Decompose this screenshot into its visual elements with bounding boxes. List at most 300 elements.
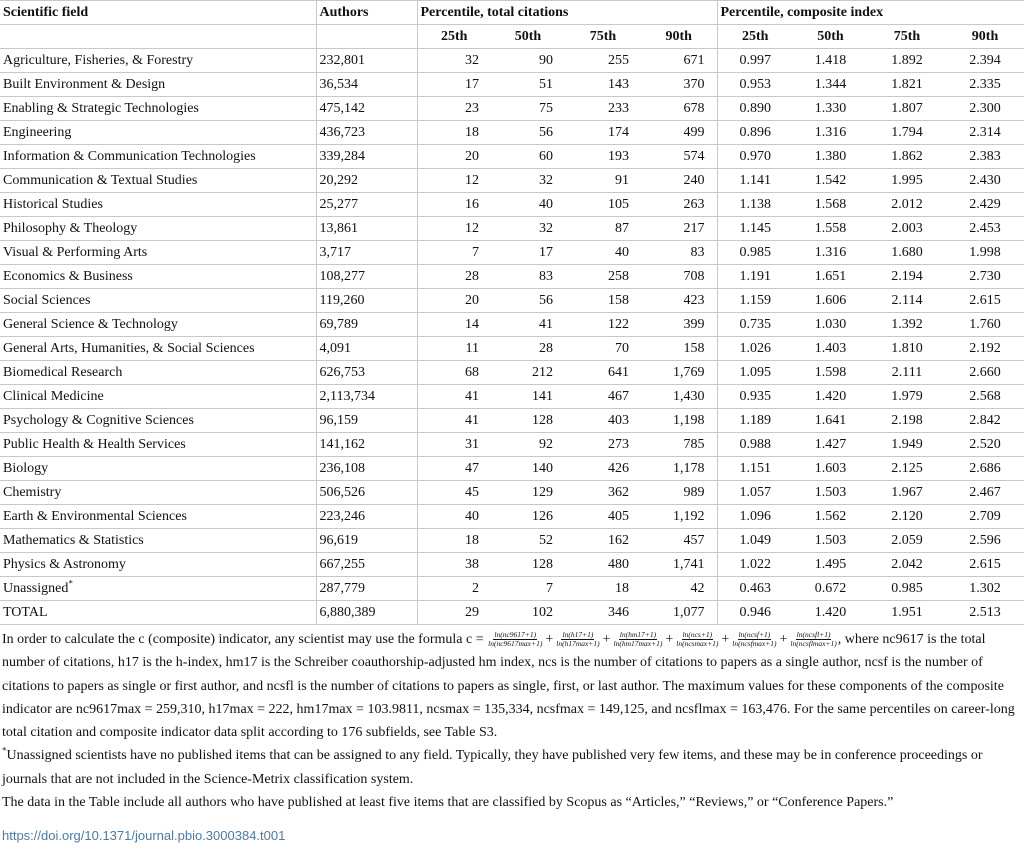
cell-composite-25th: 0.953: [717, 73, 793, 97]
table-row: [0, 505, 1024, 529]
cell-citations-90th: 457: [641, 529, 717, 553]
cell-citations-50th: 32: [491, 217, 565, 241]
cell-composite-90th: 2.568: [946, 385, 1024, 409]
table-row: [0, 433, 1024, 457]
cell-composite-25th: 0.988: [717, 433, 793, 457]
field-name: Engineering: [3, 125, 72, 140]
cell-authors: 667,255: [316, 553, 417, 577]
fraction-numerator: ln(hm17+1): [619, 630, 657, 640]
field-name: Psychology & Cognitive Sciences: [3, 413, 194, 428]
cell-citations-25th: 38: [417, 553, 491, 577]
formula-fraction: [790, 631, 836, 648]
cell-citations-90th: 42: [641, 577, 717, 601]
field-name: Agriculture, Fisheries, & Forestry: [3, 53, 194, 68]
cell-citations-75th: 193: [565, 145, 641, 169]
header-percentile-total-citations: Percentile, total citations: [417, 1, 717, 25]
cell-citations-50th: 128: [491, 553, 565, 577]
table-row: [0, 49, 1024, 73]
table-row: [0, 409, 1024, 433]
cell-composite-90th: 2.383: [946, 145, 1024, 169]
cell-citations-50th: 141: [491, 385, 565, 409]
cell-composite-75th: 0.985: [868, 577, 946, 601]
cell-composite-25th: 0.946: [717, 601, 793, 625]
cell-composite-90th: 2.335: [946, 73, 1024, 97]
field-name: Built Environment & Design: [3, 77, 166, 92]
header-blank-field: [0, 25, 316, 49]
field-name: Enabling & Strategic Technologies: [3, 101, 199, 116]
cell-authors: 3,717: [316, 241, 417, 265]
cell-field: [0, 577, 316, 601]
cell-composite-90th: 1.998: [946, 241, 1024, 265]
cell-citations-50th: 40: [491, 193, 565, 217]
cell-citations-50th: 41: [491, 313, 565, 337]
cell-field: [0, 361, 316, 385]
cell-citations-75th: 255: [565, 49, 641, 73]
field-name: Earth & Environmental Sciences: [3, 509, 187, 524]
cell-composite-25th: 1.022: [717, 553, 793, 577]
cell-composite-25th: 1.189: [717, 409, 793, 433]
cell-authors: 141,162: [316, 433, 417, 457]
table-row: [0, 97, 1024, 121]
field-name: Historical Studies: [3, 197, 103, 212]
cell-authors: 36,534: [316, 73, 417, 97]
cell-citations-25th: 47: [417, 457, 491, 481]
formula-outro: , where nc9617 is the total number of citations, h17 is the h-index, hm17 is the Schreiber coauthorship-adjusted hm index, ncs is the number of citations to papers as a single author, ncsf is the number of citations to papers as single or first author, and ncsfl is the number of citations to papers as single, first, or last author. The maximum values for these components of the composite indicator are nc9617max = 259,310, h17max = 222, hm17max = 103.9811, ncsmax = 135,334, ncsfmax = 149,125, and ncsflmax = 163,476. For the same percentiles on career-long total citation and composite indicator data split according to 176 subfields, see Table S3.: [2, 632, 1015, 741]
cell-composite-75th: 1.862: [868, 145, 946, 169]
cell-composite-90th: 2.615: [946, 289, 1024, 313]
cell-composite-25th: 1.191: [717, 265, 793, 289]
table-row: [0, 361, 1024, 385]
cell-citations-75th: 362: [565, 481, 641, 505]
cell-citations-75th: 233: [565, 97, 641, 121]
cell-citations-25th: 68: [417, 361, 491, 385]
cell-citations-25th: 7: [417, 241, 491, 265]
cell-authors: 223,246: [316, 505, 417, 529]
cell-citations-90th: 263: [641, 193, 717, 217]
formula-plus: +: [602, 632, 611, 647]
cell-composite-25th: 1.151: [717, 457, 793, 481]
table-row: [0, 313, 1024, 337]
cell-citations-25th: 29: [417, 601, 491, 625]
cell-composite-75th: 2.012: [868, 193, 946, 217]
cell-composite-25th: 0.985: [717, 241, 793, 265]
cell-authors: 626,753: [316, 361, 417, 385]
cell-composite-50th: 1.641: [793, 409, 868, 433]
cell-authors: 96,159: [316, 409, 417, 433]
cell-composite-50th: 1.558: [793, 217, 868, 241]
cell-composite-50th: 1.495: [793, 553, 868, 577]
cell-field: [0, 433, 316, 457]
cell-citations-25th: 18: [417, 529, 491, 553]
cell-composite-50th: 1.030: [793, 313, 868, 337]
field-name: Biology: [3, 461, 49, 476]
cell-citations-90th: 1,430: [641, 385, 717, 409]
table-row: [0, 121, 1024, 145]
cell-authors: 2,113,734: [316, 385, 417, 409]
cell-composite-75th: 2.198: [868, 409, 946, 433]
header-row-percentiles: [0, 25, 1024, 49]
cell-citations-25th: 45: [417, 481, 491, 505]
doi-link[interactable]: https://doi.org/10.1371/journal.pbio.3000384.t001: [2, 828, 286, 843]
cell-citations-25th: 17: [417, 73, 491, 97]
field-name: Philosophy & Theology: [3, 221, 138, 236]
fraction-denominator: ln(nc9617max+1): [488, 639, 543, 649]
cell-citations-50th: 7: [491, 577, 565, 601]
cell-citations-25th: 28: [417, 265, 491, 289]
cell-citations-90th: 158: [641, 337, 717, 361]
field-name: Chemistry: [3, 485, 62, 500]
cell-composite-75th: 1.892: [868, 49, 946, 73]
table-row: [0, 601, 1024, 625]
unassigned-note-text: Unassigned scientists have no published items that can be assigned to any field. Typically, they have published very few items, and these may be in conference proceedings or journals that are not included in the Science-Metrix classification system.: [2, 748, 983, 787]
cell-citations-50th: 83: [491, 265, 565, 289]
cell-citations-75th: 258: [565, 265, 641, 289]
cell-composite-25th: 0.463: [717, 577, 793, 601]
cell-composite-50th: 1.542: [793, 169, 868, 193]
cell-citations-90th: 1,198: [641, 409, 717, 433]
cell-field: [0, 313, 316, 337]
cell-composite-90th: 2.686: [946, 457, 1024, 481]
fraction-denominator: ln(h17max+1): [556, 639, 600, 649]
cell-authors: 436,723: [316, 121, 417, 145]
field-name: Biomedical Research: [3, 365, 123, 380]
cell-field: [0, 217, 316, 241]
cell-citations-90th: 217: [641, 217, 717, 241]
cell-citations-50th: 128: [491, 409, 565, 433]
cell-field: [0, 73, 316, 97]
cell-composite-25th: 0.735: [717, 313, 793, 337]
cell-composite-50th: 1.316: [793, 121, 868, 145]
cell-citations-75th: 346: [565, 601, 641, 625]
cell-citations-50th: 32: [491, 169, 565, 193]
cell-authors: 20,292: [316, 169, 417, 193]
cell-composite-25th: 1.026: [717, 337, 793, 361]
cell-composite-90th: 2.730: [946, 265, 1024, 289]
cell-composite-50th: 1.603: [793, 457, 868, 481]
cell-authors: 108,277: [316, 265, 417, 289]
cell-composite-90th: 2.520: [946, 433, 1024, 457]
cell-composite-25th: 0.935: [717, 385, 793, 409]
formula-intro: In order to calculate the c (composite) indicator, any scientist may use the formula c =: [2, 632, 484, 647]
cell-citations-50th: 140: [491, 457, 565, 481]
table-row: [0, 385, 1024, 409]
cell-citations-25th: 18: [417, 121, 491, 145]
cell-citations-75th: 122: [565, 313, 641, 337]
header-scientific-field: Scientific field: [0, 1, 316, 25]
cell-citations-50th: 126: [491, 505, 565, 529]
cell-authors: 232,801: [316, 49, 417, 73]
cell-composite-25th: 0.997: [717, 49, 793, 73]
field-name: Clinical Medicine: [3, 389, 104, 404]
cell-composite-75th: 1.967: [868, 481, 946, 505]
cell-citations-90th: 83: [641, 241, 717, 265]
field-name: General Science & Technology: [3, 317, 178, 332]
cell-composite-90th: 2.513: [946, 601, 1024, 625]
cell-citations-25th: 11: [417, 337, 491, 361]
cell-citations-50th: 17: [491, 241, 565, 265]
table-row: [0, 217, 1024, 241]
cell-composite-50th: 1.651: [793, 265, 868, 289]
cell-citations-25th: 23: [417, 97, 491, 121]
cell-composite-25th: 1.138: [717, 193, 793, 217]
cell-authors: 339,284: [316, 145, 417, 169]
cell-field: [0, 385, 316, 409]
cell-citations-75th: 87: [565, 217, 641, 241]
field-name: Physics & Astronomy: [3, 557, 126, 572]
cell-citations-25th: 41: [417, 385, 491, 409]
cell-authors: 25,277: [316, 193, 417, 217]
cell-citations-90th: 989: [641, 481, 717, 505]
cell-citations-75th: 426: [565, 457, 641, 481]
cell-composite-90th: 2.615: [946, 553, 1024, 577]
cell-citations-25th: 41: [417, 409, 491, 433]
cell-composite-75th: 1.807: [868, 97, 946, 121]
cell-composite-50th: 1.380: [793, 145, 868, 169]
header-composite-25th: 25th: [717, 25, 793, 49]
data-note: The data in the Table include all authors who have published at least five items that are classified by Scopus as “Articles,” “Reviews,” or “Conference Papers.”: [2, 795, 894, 811]
field-name: Economics & Business: [3, 269, 133, 284]
unassigned-note: [2, 744, 1020, 791]
cell-citations-25th: 31: [417, 433, 491, 457]
table-row: [0, 145, 1024, 169]
cell-authors: 13,861: [316, 217, 417, 241]
header-percentile-composite-index: Percentile, composite index: [717, 1, 1024, 25]
table-body: [0, 49, 1024, 625]
cell-composite-90th: 2.192: [946, 337, 1024, 361]
cell-citations-90th: 370: [641, 73, 717, 97]
cell-authors: 287,779: [316, 577, 417, 601]
cell-citations-75th: 467: [565, 385, 641, 409]
fraction-numerator: ln(nc9617+1): [494, 630, 537, 640]
formula-plus: +: [545, 632, 554, 647]
cell-citations-75th: 91: [565, 169, 641, 193]
cell-composite-25th: 1.095: [717, 361, 793, 385]
fraction-numerator: ln(ncsf+1): [738, 630, 771, 640]
cell-authors: 236,108: [316, 457, 417, 481]
cell-citations-50th: 90: [491, 49, 565, 73]
cell-composite-90th: 2.467: [946, 481, 1024, 505]
cell-composite-50th: 1.420: [793, 385, 868, 409]
cell-authors: 506,526: [316, 481, 417, 505]
cell-composite-90th: 2.842: [946, 409, 1024, 433]
fraction-denominator: ln(ncsflmax+1): [790, 639, 837, 649]
cell-citations-75th: 405: [565, 505, 641, 529]
table-row: [0, 577, 1024, 601]
cell-citations-25th: 32: [417, 49, 491, 73]
cell-composite-90th: 2.429: [946, 193, 1024, 217]
cell-composite-50th: 1.568: [793, 193, 868, 217]
header-composite-75th: 75th: [868, 25, 946, 49]
cell-citations-75th: 143: [565, 73, 641, 97]
formula-plus: +: [721, 632, 730, 647]
cell-composite-90th: 2.300: [946, 97, 1024, 121]
cell-field: [0, 601, 316, 625]
header-citations-50th: 50th: [491, 25, 565, 49]
table-row: [0, 529, 1024, 553]
cell-citations-75th: 18: [565, 577, 641, 601]
cell-composite-50th: 1.403: [793, 337, 868, 361]
cell-composite-90th: 2.314: [946, 121, 1024, 145]
cell-composite-75th: 2.194: [868, 265, 946, 289]
cell-composite-25th: 1.141: [717, 169, 793, 193]
fraction-numerator: ln(ncsfl+1): [796, 630, 831, 640]
cell-authors: 4,091: [316, 337, 417, 361]
formula-fraction: [676, 631, 718, 648]
cell-field: [0, 169, 316, 193]
cell-citations-90th: 671: [641, 49, 717, 73]
cell-composite-50th: 1.562: [793, 505, 868, 529]
field-name: Information & Communication Technologies: [3, 149, 256, 164]
cell-composite-90th: 2.430: [946, 169, 1024, 193]
cell-field: [0, 553, 316, 577]
cell-field: [0, 265, 316, 289]
field-footnote-marker: *: [68, 578, 73, 589]
cell-composite-75th: 1.794: [868, 121, 946, 145]
cell-citations-50th: 56: [491, 289, 565, 313]
cell-composite-25th: 1.145: [717, 217, 793, 241]
cell-citations-75th: 174: [565, 121, 641, 145]
header-authors: Authors: [316, 1, 417, 25]
formula-fraction: [488, 631, 542, 648]
cell-field: [0, 121, 316, 145]
cell-composite-90th: 1.302: [946, 577, 1024, 601]
formula-fraction: [732, 631, 776, 648]
fraction-denominator: ln(ncsmax+1): [676, 639, 719, 649]
cell-composite-50th: 1.503: [793, 481, 868, 505]
header-citations-75th: 75th: [565, 25, 641, 49]
header-citations-90th: 90th: [641, 25, 717, 49]
cell-composite-75th: 1.810: [868, 337, 946, 361]
cell-composite-75th: 1.680: [868, 241, 946, 265]
cell-citations-50th: 92: [491, 433, 565, 457]
cell-citations-50th: 102: [491, 601, 565, 625]
header-composite-90th: 90th: [946, 25, 1024, 49]
unassigned-marker: *: [2, 745, 7, 756]
cell-composite-50th: 1.503: [793, 529, 868, 553]
cell-field: [0, 97, 316, 121]
cell-composite-50th: 1.427: [793, 433, 868, 457]
formula-fraction: [614, 631, 663, 648]
cell-field: [0, 193, 316, 217]
cell-composite-50th: 1.606: [793, 289, 868, 313]
cell-composite-90th: 2.660: [946, 361, 1024, 385]
cell-field: [0, 289, 316, 313]
cell-composite-75th: 2.125: [868, 457, 946, 481]
cell-field: [0, 241, 316, 265]
cell-citations-90th: 574: [641, 145, 717, 169]
cell-citations-50th: 75: [491, 97, 565, 121]
cell-composite-50th: 1.344: [793, 73, 868, 97]
table-footnotes: [2, 628, 1020, 814]
table-row: [0, 265, 1024, 289]
cell-composite-75th: 1.995: [868, 169, 946, 193]
table-row: [0, 457, 1024, 481]
cell-citations-25th: 40: [417, 505, 491, 529]
cell-citations-90th: 1,077: [641, 601, 717, 625]
header-citations-25th: 25th: [417, 25, 491, 49]
cell-field: [0, 49, 316, 73]
cell-field: [0, 145, 316, 169]
cell-citations-25th: 20: [417, 289, 491, 313]
cell-composite-75th: 2.120: [868, 505, 946, 529]
fraction-denominator: ln(hm17max+1): [613, 639, 663, 649]
cell-citations-90th: 1,769: [641, 361, 717, 385]
cell-composite-25th: 1.096: [717, 505, 793, 529]
cell-composite-75th: 1.949: [868, 433, 946, 457]
cell-composite-75th: 1.821: [868, 73, 946, 97]
cell-composite-75th: 1.951: [868, 601, 946, 625]
cell-citations-50th: 28: [491, 337, 565, 361]
field-name: Mathematics & Statistics: [3, 533, 144, 548]
fraction-numerator: ln(h17+1): [562, 630, 594, 640]
cell-composite-75th: 2.111: [868, 361, 946, 385]
cell-citations-50th: 60: [491, 145, 565, 169]
cell-citations-90th: 678: [641, 97, 717, 121]
cell-citations-25th: 12: [417, 169, 491, 193]
cell-composite-75th: 2.114: [868, 289, 946, 313]
cell-composite-50th: 1.330: [793, 97, 868, 121]
cell-citations-75th: 403: [565, 409, 641, 433]
field-name: General Arts, Humanities, & Social Sciences: [3, 341, 255, 356]
cell-citations-90th: 1,178: [641, 457, 717, 481]
cell-authors: 96,619: [316, 529, 417, 553]
table-row: [0, 289, 1024, 313]
field-name: Communication & Textual Studies: [3, 173, 198, 188]
cell-composite-25th: 0.890: [717, 97, 793, 121]
cell-composite-75th: 2.059: [868, 529, 946, 553]
cell-authors: 475,142: [316, 97, 417, 121]
cell-citations-75th: 105: [565, 193, 641, 217]
cell-citations-75th: 480: [565, 553, 641, 577]
field-name: Unassigned: [3, 581, 69, 596]
table-row: [0, 337, 1024, 361]
cell-composite-75th: 2.003: [868, 217, 946, 241]
table-row: [0, 553, 1024, 577]
cell-citations-90th: 499: [641, 121, 717, 145]
fraction-denominator: ln(ncsfmax+1): [732, 639, 777, 649]
cell-citations-75th: 158: [565, 289, 641, 313]
fraction-numerator: ln(ncs+1): [682, 630, 713, 640]
cell-citations-90th: 240: [641, 169, 717, 193]
cell-field: [0, 481, 316, 505]
cell-citations-25th: 2: [417, 577, 491, 601]
formula-plus: +: [779, 632, 788, 647]
cell-citations-50th: 51: [491, 73, 565, 97]
header-blank-authors: [316, 25, 417, 49]
table-row: [0, 481, 1024, 505]
cell-citations-90th: 708: [641, 265, 717, 289]
cell-citations-75th: 162: [565, 529, 641, 553]
cell-citations-90th: 423: [641, 289, 717, 313]
cell-composite-50th: 1.316: [793, 241, 868, 265]
cell-authors: 6,880,389: [316, 601, 417, 625]
cell-composite-90th: 2.453: [946, 217, 1024, 241]
cell-field: [0, 457, 316, 481]
cell-authors: 69,789: [316, 313, 417, 337]
cell-field: [0, 529, 316, 553]
cell-composite-90th: 2.709: [946, 505, 1024, 529]
cell-citations-75th: 70: [565, 337, 641, 361]
cell-citations-50th: 56: [491, 121, 565, 145]
cell-field: [0, 505, 316, 529]
cell-citations-90th: 399: [641, 313, 717, 337]
cell-composite-75th: 2.042: [868, 553, 946, 577]
cell-citations-75th: 641: [565, 361, 641, 385]
table-row: [0, 241, 1024, 265]
cell-citations-25th: 16: [417, 193, 491, 217]
cell-citations-25th: 20: [417, 145, 491, 169]
cell-composite-50th: 1.420: [793, 601, 868, 625]
